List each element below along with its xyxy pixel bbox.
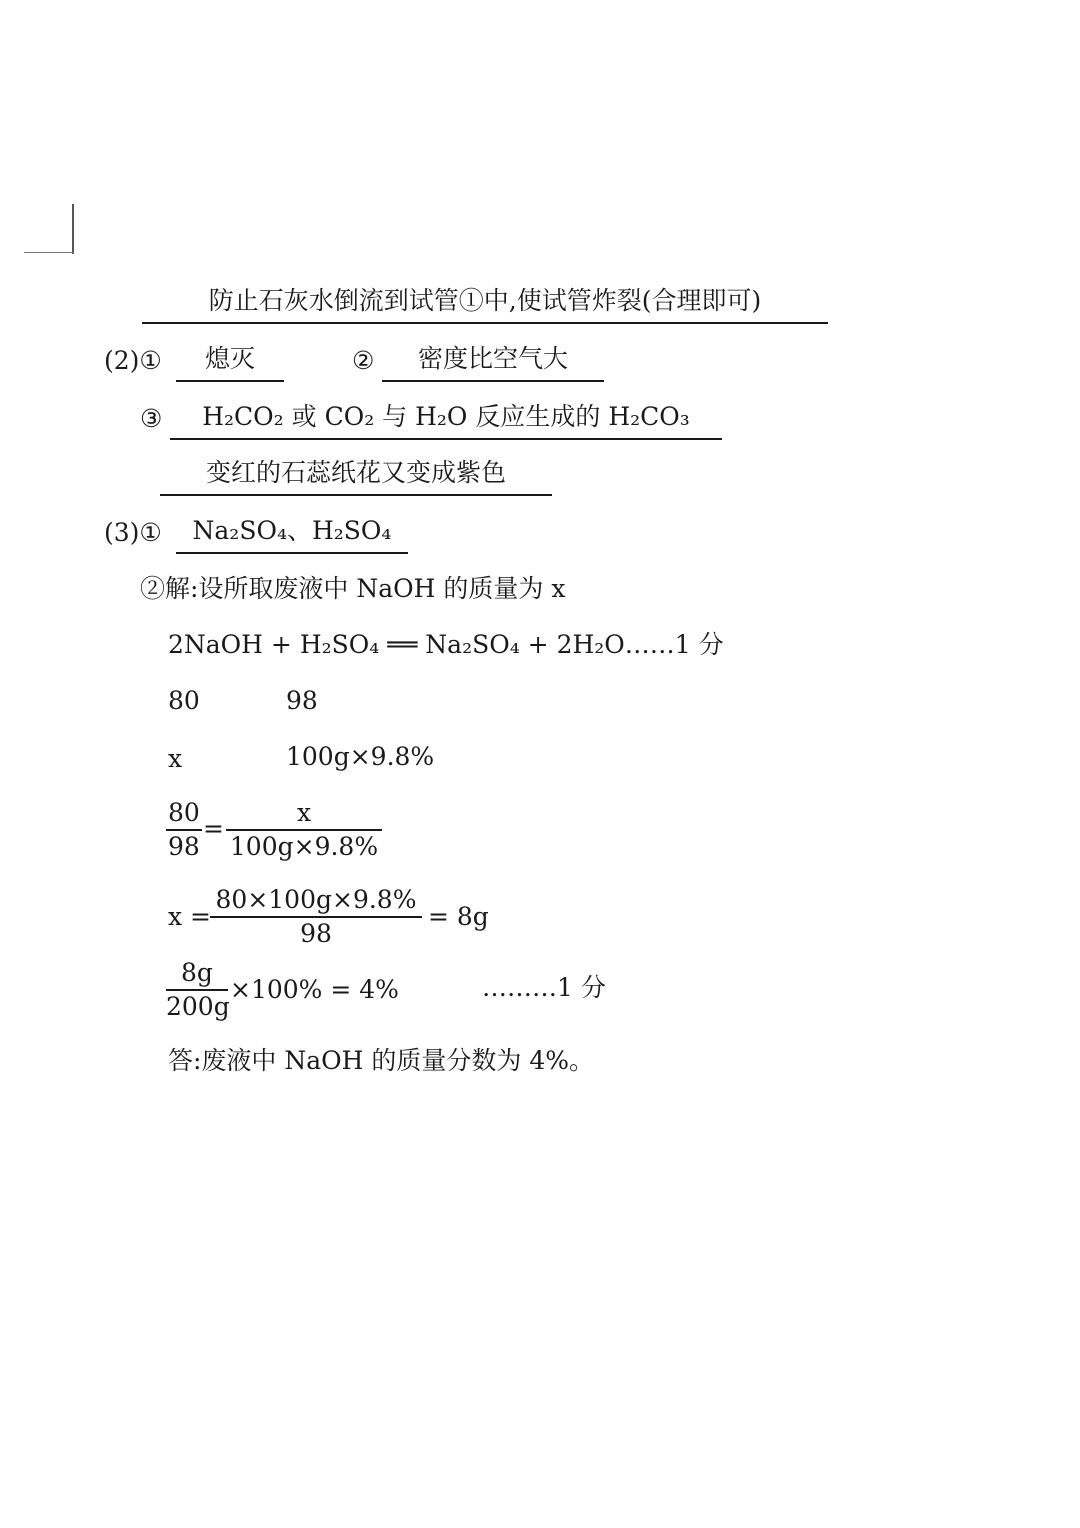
equals-sign: =	[203, 814, 224, 843]
fraction-denominator: 200g	[166, 992, 230, 1021]
page-corner-mark	[72, 204, 74, 254]
page-corner-mark-horizontal	[24, 252, 74, 253]
x-equals-prefix: x =	[168, 902, 211, 931]
q3-label: (3)①	[104, 518, 162, 547]
q2-2-answer-blank: 密度比空气大	[382, 344, 604, 382]
fraction-denominator: 98	[300, 919, 332, 948]
known-h2so4-mass: 100g×9.8%	[286, 742, 435, 771]
fraction-numerator: 8g	[166, 958, 228, 991]
q2-2-label: ②	[352, 346, 375, 375]
ratio-label-naoh: 80	[168, 686, 200, 715]
q1-answer-blank: 防止石灰水倒流到试管①中,使试管炸裂(合理即可)	[142, 286, 828, 324]
proportion-right-fraction	[226, 798, 382, 862]
q2-3-label: ③	[140, 404, 163, 433]
ratio-label-h2so4: 98	[286, 686, 318, 715]
solution-intro: ②解:设所取废液中 NaOH 的质量为 x	[140, 574, 566, 603]
q2-3-answer-blank-line2: 变红的石蕊纸花又变成紫色	[160, 458, 552, 496]
unknown-naoh: x	[168, 744, 183, 773]
fraction-numerator: 80×100g×9.8%	[210, 885, 422, 918]
q2-1-answer-blank: 熄灭	[176, 344, 284, 382]
q3-1-answer-blank: Na₂SO₄、H₂SO₄	[176, 516, 408, 554]
fraction-denominator: 98	[168, 832, 200, 861]
percentage-fraction	[166, 958, 228, 1022]
fraction-numerator: x	[226, 798, 382, 831]
q2-3-answer-blank-line1: H₂CO₂ 或 CO₂ 与 H₂O 反应生成的 H₂CO₃	[170, 402, 722, 440]
percentage-score: ………1 分	[482, 973, 606, 1002]
proportion-left-fraction	[166, 798, 202, 862]
fraction-denominator: 100g×9.8%	[229, 832, 379, 861]
x-calculation-fraction	[210, 885, 422, 949]
q2-label: (2)①	[104, 346, 162, 375]
percentage-result: ×100% = 4%	[230, 975, 399, 1004]
final-answer: 答:废液中 NaOH 的质量分数为 4%。	[168, 1046, 595, 1075]
fraction-numerator: 80	[166, 798, 202, 831]
chemical-equation: 2NaOH + H₂SO₄ ══ Na₂SO₄ + 2H₂O……1 分	[168, 630, 724, 659]
x-result: = 8g	[428, 902, 489, 931]
